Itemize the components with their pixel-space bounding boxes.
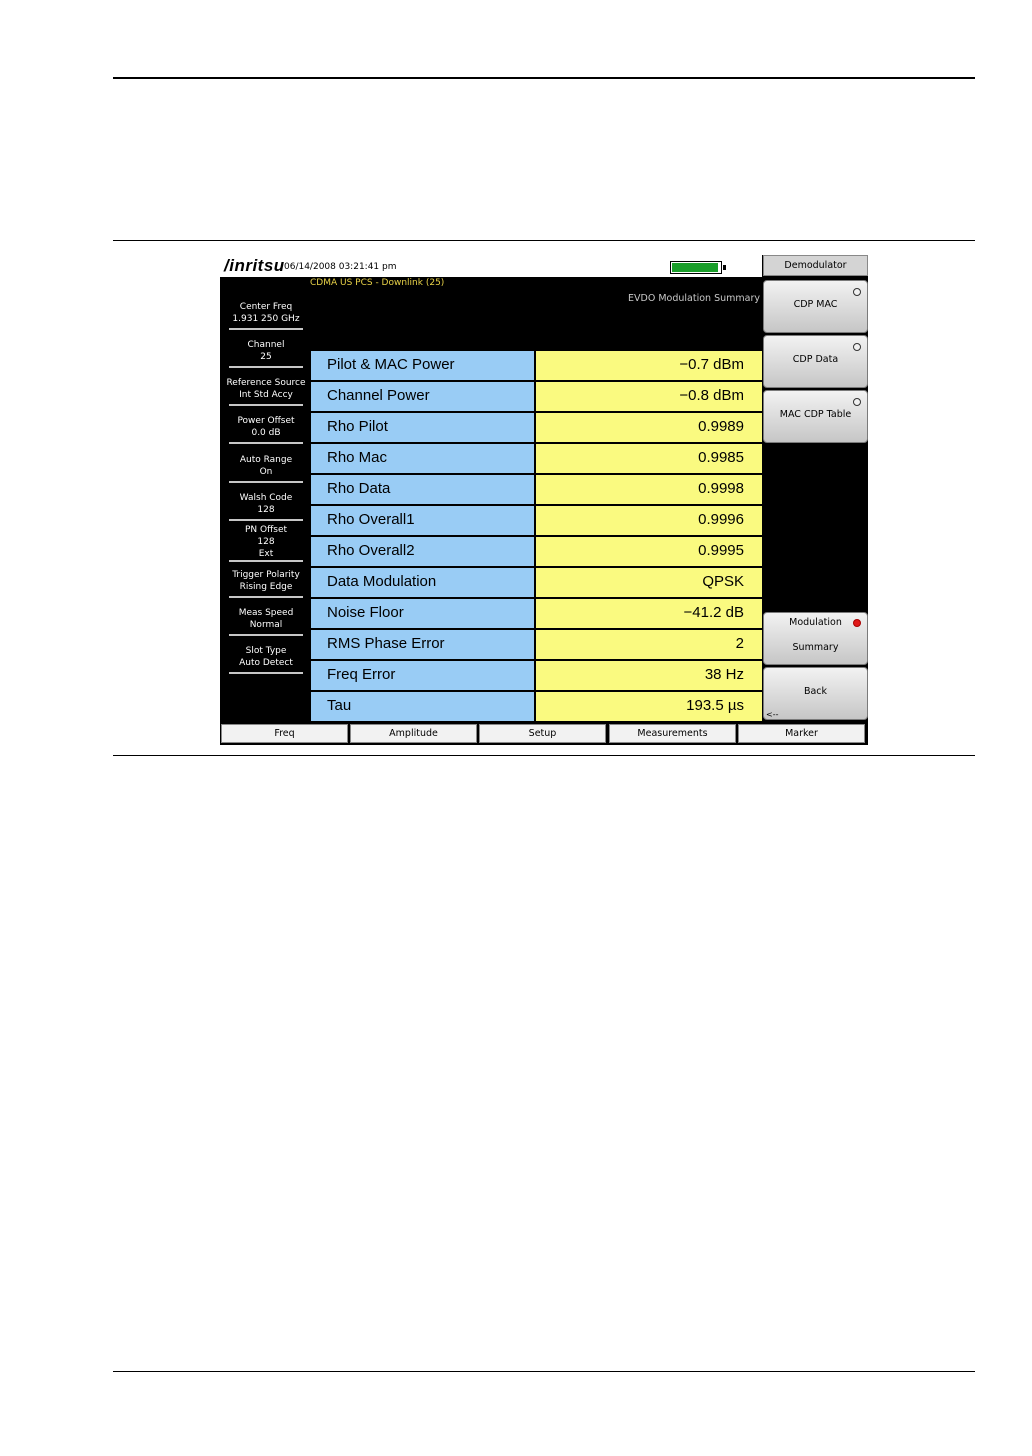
row-value: −0.7 dBm — [679, 356, 744, 373]
row-label: Freq Error — [327, 666, 396, 683]
param-reference-source[interactable] — [222, 377, 310, 406]
tab-freq[interactable]: Freq — [221, 724, 348, 743]
measurement-title: EVDO Modulation Summary — [628, 293, 760, 304]
cdp-data-button[interactable] — [763, 335, 868, 388]
tab-amplitude[interactable]: Amplitude — [350, 724, 477, 743]
table-row — [311, 692, 762, 723]
row-value-cell — [536, 568, 762, 597]
param-auto-range[interactable] — [222, 454, 310, 483]
param-walsh-code[interactable] — [222, 492, 310, 521]
battery-icon — [670, 261, 722, 274]
menu-title: Demodulator — [763, 255, 868, 276]
row-value: 38 Hz — [704, 666, 744, 683]
row-value: 0.9995 — [698, 542, 744, 559]
param-meas-speed[interactable] — [222, 607, 310, 636]
param-label: Channel — [247, 340, 285, 350]
tab-measurements[interactable]: Measurements — [609, 724, 736, 743]
row-label-cell — [311, 630, 536, 659]
date-time: 06/14/2008 03:21:41 pm — [284, 262, 397, 272]
main-menu-bar — [220, 722, 868, 745]
row-label-cell — [311, 413, 536, 442]
tab-marker[interactable]: Marker — [738, 724, 865, 743]
modulation-summary-button[interactable] — [763, 612, 868, 665]
tab-setup[interactable]: Setup — [479, 724, 606, 743]
table-row — [311, 475, 762, 506]
row-value-cell — [536, 382, 762, 411]
row-value: 0.9989 — [698, 418, 744, 435]
row-value: 2 — [735, 635, 744, 652]
row-value-cell — [536, 630, 762, 659]
radio-indicator-icon — [853, 398, 861, 406]
mode-line: CDMA US PCS - Downlink (25) — [310, 278, 445, 288]
param-slot-type[interactable] — [222, 645, 310, 674]
param-value: 1.931 250 GHz — [232, 314, 300, 324]
table-row — [311, 444, 762, 475]
table-row — [311, 568, 762, 599]
header-rule — [113, 77, 975, 79]
param-extra: Ext — [258, 549, 274, 559]
param-divider — [229, 596, 303, 598]
table-row — [311, 537, 762, 568]
row-label-cell — [311, 661, 536, 690]
param-value: Rising Edge — [239, 582, 293, 592]
row-label-cell — [311, 444, 536, 473]
row-label: Channel Power — [327, 387, 430, 404]
table-row — [311, 413, 762, 444]
figure-top-rule — [113, 240, 975, 241]
row-value-cell — [536, 444, 762, 473]
row-value-cell — [536, 661, 762, 690]
row-value: 0.9985 — [698, 449, 744, 466]
param-channel[interactable] — [222, 339, 310, 368]
instrument-screen — [220, 255, 868, 745]
param-label: Trigger Polarity — [232, 570, 300, 580]
param-value: Int Std Accy — [239, 390, 293, 400]
row-value: 193.5 µs — [686, 697, 744, 714]
softkey-label-line2: Summary — [792, 642, 839, 653]
param-divider — [229, 519, 303, 521]
param-divider — [229, 328, 303, 330]
back-arrow-icon: <-- — [766, 710, 779, 719]
row-label-cell — [311, 506, 536, 535]
row-label: Tau — [327, 697, 352, 714]
param-divider — [229, 560, 303, 562]
row-label: Noise Floor — [327, 604, 404, 621]
row-value-cell — [536, 692, 762, 721]
row-label-cell — [311, 568, 536, 597]
table-row — [311, 599, 762, 630]
param-value: 128 — [257, 537, 275, 547]
cdp-mac-button[interactable] — [763, 280, 868, 333]
row-value-cell — [536, 351, 762, 380]
param-value: 0.0 dB — [251, 428, 281, 438]
param-divider — [229, 442, 303, 444]
row-value-cell — [536, 475, 762, 504]
row-label-cell — [311, 382, 536, 411]
mac-cdp-table-button[interactable] — [763, 390, 868, 443]
footer-rule — [113, 1371, 975, 1372]
param-power-offset[interactable] — [222, 415, 310, 444]
modulation-summary-table — [311, 351, 762, 723]
softkey-label: MAC CDP Table — [779, 409, 852, 420]
radio-indicator-icon — [853, 288, 861, 296]
row-value: −41.2 dB — [683, 604, 744, 621]
param-label: Center Freq — [239, 302, 293, 312]
param-label: Slot Type — [245, 646, 287, 656]
row-value-cell — [536, 413, 762, 442]
table-row — [311, 661, 762, 692]
table-row — [311, 351, 762, 382]
row-label: RMS Phase Error — [327, 635, 445, 652]
param-label: Walsh Code — [239, 493, 293, 503]
row-label: Rho Overall2 — [327, 542, 415, 559]
param-label: Auto Range — [239, 455, 293, 465]
row-value: 0.9998 — [698, 480, 744, 497]
row-value: 0.9996 — [698, 511, 744, 528]
param-divider — [229, 366, 303, 368]
row-value-cell — [536, 599, 762, 628]
param-trigger-polarity[interactable] — [222, 569, 310, 598]
status-bar — [220, 255, 762, 278]
row-label: Data Modulation — [327, 573, 437, 590]
param-label: Power Offset — [237, 416, 295, 426]
softkey-label: CDP MAC — [793, 299, 838, 310]
row-label: Rho Mac — [327, 449, 388, 466]
row-label: Rho Data — [327, 480, 391, 497]
softkey-label: CDP Data — [792, 354, 839, 365]
table-row — [311, 630, 762, 661]
radio-indicator-icon — [853, 343, 861, 351]
battery-tip — [723, 265, 726, 270]
back-button[interactable] — [763, 667, 868, 720]
param-value: Normal — [249, 620, 283, 630]
row-label: Rho Pilot — [327, 418, 388, 435]
param-value: Auto Detect — [239, 658, 293, 668]
row-value-cell — [536, 506, 762, 535]
row-value: QPSK — [702, 573, 744, 590]
param-divider — [229, 634, 303, 636]
anritsu-logo: /inritsu — [224, 256, 285, 275]
row-value: −0.8 dBm — [679, 387, 744, 404]
row-label-cell — [311, 537, 536, 566]
row-value-cell — [536, 537, 762, 566]
softkey-label-line1: Modulation — [789, 617, 842, 628]
row-label: Rho Overall1 — [327, 511, 415, 528]
param-label: Meas Speed — [238, 608, 294, 618]
param-label: PN Offset — [244, 525, 288, 535]
softkey-label: Back — [803, 686, 828, 697]
param-center-freq[interactable] — [222, 301, 310, 330]
param-divider — [229, 672, 303, 674]
row-label-cell — [311, 475, 536, 504]
battery-level — [672, 263, 718, 272]
figure-bottom-rule — [113, 755, 975, 756]
table-row — [311, 382, 762, 413]
row-label-cell — [311, 599, 536, 628]
param-pn-offset[interactable] — [222, 524, 310, 562]
param-value: 128 — [257, 505, 275, 515]
row-label-cell — [311, 351, 536, 380]
param-value: 25 — [260, 352, 272, 362]
param-value: On — [259, 467, 273, 477]
table-row — [311, 506, 762, 537]
row-label: Pilot & MAC Power — [327, 356, 455, 373]
param-divider — [229, 404, 303, 406]
row-label-cell — [311, 692, 536, 721]
param-divider — [229, 481, 303, 483]
param-label: Reference Source — [226, 378, 306, 388]
active-indicator-icon — [853, 619, 861, 627]
